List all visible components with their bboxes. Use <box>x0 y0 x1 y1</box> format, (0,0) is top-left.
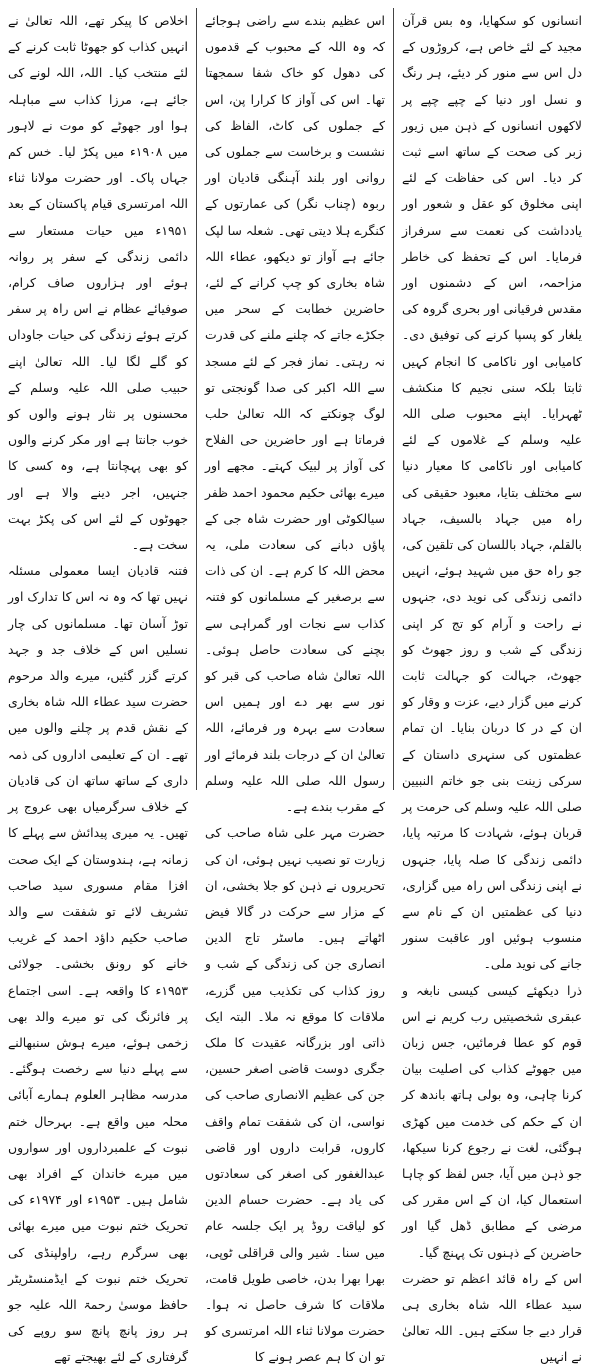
column-paragraph: ذرا دیکھئے کیسی کیسی نابغہ و عبقری شخصیتیں رب کریم نے اس قوم کو عطا فرمائیں، جس زبان میں جھوٹے کذاب کی اصلیت بیان کرنا چاہی، وہ بولی ہاتھ باندھ کر ان کے حکم کی خدمت میں کھڑی ہوگئی، لغت نے رجوع کرنا سیکھا، جو ذہن میں آیا، جس لفظ کو چاہا استعمال کیا، ان کے اس مقرر کی مرضی کے مطابق ڈھل گیا اور حاضرین کے ذہنوں تک پہنچ گیا۔ <box>402 982 582 1260</box>
text-column-left <box>8 8 189 1365</box>
column-paragraph: اس کے راہ قائد اعظم تو حضرت سید عطاء اللہ شاہ بخاری ہی قرار دیے جا سکتے ہیں۔ اللہ تعالیٰ نے انہیں <box>402 1270 582 1365</box>
column-paragraph: اس عظیم بندے سے راضی ہوجائے کہ وہ اللہ کے محبوب کے قدموں کی دھول کو خاک شفا سمجھتا تھا۔ اس کی آواز کا کرارا پن، اس کے جملوں کی کاٹ، الفاظ کی نشست و برخاست سے جملوں کی روانی اور بلند آہنگی قادیان اور ربوہ (چناب نگر) کی عمارتوں کے کنگرے ہلا دیتی تھی۔ شعلہ سا لپک جائے ہے آواز تو دیکھو، عطاء اللہ شاہ بخاری کو چپ کرانے کے لئے، حاضرین خطابت کے سحر میں جکڑے جاتے کہ چلنے ملنے کی قدرت نہ رہتی۔ نماز فجر کے لئے مسجد سے اللہ اکبر کی صدا گونجتی تو لوگ چونکتے کہ اللہ تعالیٰ حلب فرماتا ہے اور حاضرین حی الفلاح کی آواز پر لبیک کہتے۔ مجھے اور میرے بھائی حکیم محمود احمد ظفر سیالکوٹی اور حضرت شاہ جی کے پاؤں دبانے کی سعادت ملی، یہ محض اللہ کا کرم ہے۔ ان کی ذات سے برصغیر کے مسلمانوں کو فتنہ کذاب سے نجات اور گمراہی سے بچنے کی سعادت حاصل ہوئی۔ اللہ تعالیٰ شاہ صاحب کی قبر کو نور سے بھر دے اور ہمیں اس سعادت سے بہرہ ور فرمائے، اللہ تعالیٰ ان کے درجات بلند فرمائے اور رسول اللہ صلی اللہ علیہ وسلم کے مقرب بندے ہے۔ <box>205 13 385 815</box>
text-column-middle <box>205 8 385 1365</box>
column-paragraph: اخلاص کا پیکر تھے، اللہ تعالیٰ نے انہیں کذاب کو جھوٹا ثابت کرنے کے لئے منتخب کیا۔ اللہ، اللہ لونے کی جائے ہے، مرزا کذاب سے مباہلہ ہوا اور جھوٹے کو موت نے لاہور میں ۱۹۰۸ء میں پکڑ لیا۔ خس کم جہاں پاک۔ اور حضرت مولانا ثناء اللہ امرتسری قیام پاکستان کے بعد ۱۹۵۱ء میں حیات مستعار سے دائمی زندگی کے سفر پر روانہ ہوئے اور ہزاروں صاف کرام، صوفیائے عظام نے اس راہ پر سفر کرتے ہوئے زندگی کی حیات جاوداں کو گلے لگا لیا۔ اللہ تعالیٰ اپنے حبیب صلی اللہ علیہ وسلم کے محسنوں پر نثار ہونے والوں کو خوب جانتا ہے اور مکر کرنے والوں کو بھی پہچانتا ہے، وہ کسی کا جنہیں، اجر دینے والا ہے اور جھوٹوں کے لئے اس کی پکڑ بہت سخت ہے۔ <box>8 13 189 553</box>
column-divider <box>196 8 197 790</box>
text-column-right <box>402 8 582 1365</box>
column-divider <box>393 8 394 790</box>
column-paragraph: فتنہ قادیان ایسا معمولی مسئلہ نہیں تھا کہ وہ نہ اس کا تدارک اور توڑ آسان تھا۔ مسلمانوں کی چار نسلیں اس کے خلاف جد و جہد کرتے گزر گئیں، میرے والد مرحوم حضرت سید عطاء اللہ شاہ بخاری کے نقش قدم پر چلنے والوں میں تھے۔ ان کے تعلیمی اداروں کی ذمہ داری کے ساتھ ساتھ ان کی قادیان کے خلاف سرگرمیاں بھی عروج پر تھیں۔ یہ میری پیدائش سے پہلے کا زمانہ ہے، ہندوستان کے ایک صحت افزا مقام مسوری سید صاحب تشریف لائے تو شفقت سے والد صاحب حکیم داؤد احمد کے غریب خانے کو رونق بخشی۔ جولائی ۱۹۵۳ء کا واقعہ ہے۔ اسی اجتماع پر فائرنگ کی تو میرے والد بھی زخمی ہوئے، میرے ہوش سنبھالنے سے پہلے دنیا سے رخصت ہوگئے۔ مدرسہ مظاہر العلوم ہمارے آبائی محلہ میں واقع ہے۔ بہرحال ختم نبوت کے علمبرداروں اور سواروں میں میرے خاندان کے افراد بھی شامل ہیں۔ ۱۹۵۳ء اور ۱۹۷۴ء کی تحریک ختم نبوت میں میرے بھائی بھی سرگرم رہے، راولپنڈی کی تحریک ختم نبوت کے ایڈمنسٹریٹر حافظ موسیٰ رحمۃ اللہ علیہ جو ہر روز پانچ پانچ سو روپے کی گرفتاری کے لئے بھیجتے تھے <box>8 563 188 1365</box>
column-paragraph: انسانوں کو سکھایا، وہ بس قرآن مجید کے لئے خاص ہے، کروڑوں کے دل اس سے منور کر دیئے، ہر رنگ و نسل اور دنیا کے چپے چپے پر لاکھوں انسانوں کے ذہن میں زیور زبر کی صحت کے ساتھ اسے ثبت کر دیا۔ اس کی حفاظت کے لئے اپنی مخلوق کو عقل و شعور اور یادداشت کی نعمت سے سرفراز فرمایا۔ اس کے تحفظ کی خاطر مزاحمہ، اس کے دشمنوں اور مقدس فرقیانی اور بحری گروہ کی یلغار کو پسپا کرنے کی توفیق دی۔ کامیابی اور ناکامی کا انجام کہیں ثابتا بلکہ سنی نجیم کا منکشف ٹھہرایا۔ اپنے محبوب صلی اللہ علیہ وسلم کے غلاموں کے لئے کامیابی اور ناکامی کا معیار دنیا سے مختلف بتایا، معبود حقیقی کی راہ میں جہاد بالسیف، جہاد بالقلم، جہاد باللسان کی تلقین کی، جو راہ حق میں شہید ہوئے، انہیں دائمی زندگی کی نوید دی، جنہوں نے راحت و آرام کو تج کر اپنی زندگی کے شب و روز جھوٹ کو جھوٹ، جہالت کو جہالت ثابت کرنے میں گزار دیے، عزت و وقار کو ان کے در کا دربان بنایا۔ ان تمام عظمتوں کی سنہری داستان کے سرکی زینت بنی جو خاتم النبیین صلی اللہ علیہ وسلم کی حرمت پر قربان ہوئے، شہادت کا مرتبہ پایا، دائمی زندگی کا صلہ پایا، جنہوں نے اپنی زندگی اس راہ میں گزاری، دنیا کی عظمتیں ان کے نام سے منسوب ہوئیں اور عاقبت سنور جانے کی نوید ملی۔ <box>402 13 582 972</box>
column-paragraph: حضرت مہر علی شاہ صاحب کی زیارت تو نصیب نہیں ہوئی، ان کی تحریروں نے ذہن کو جلا بخشی، ان کے مزار سے حرکت در گالا فیض اٹھاتے ہیں۔ ماسٹر تاج الدین انصاری جن کی زندگی کے شب و روز کذاب کی تکذیب میں گزرے، ملاقات کا موقع نہ ملا۔ البتہ ایک ذاتی اور بزرگانہ عقیدت کا ملک جگری دوست قاضی اصغر حسین، جن کی عظیم الانصاری صاحب کی نواسی، ان کی شفقت تمام واقف کاروں، قرابت داروں اور قاضی عبدالغفور کی اصغر کی سعادتوں کی یاد ہے۔ حضرت حسام الدین کو لیاقت روڈ پر ایک جلسہ عام میں سنا۔ شیر والی قراقلی ٹوپی، بھرا بھرا بدن، خاصی طویل قامت، ملاقات کا شرف حاصل نہ ہوا۔ حضرت مولانا ثناء اللہ امرتسری کو تو ان کا ہم عصر ہونے کا <box>205 825 385 1365</box>
